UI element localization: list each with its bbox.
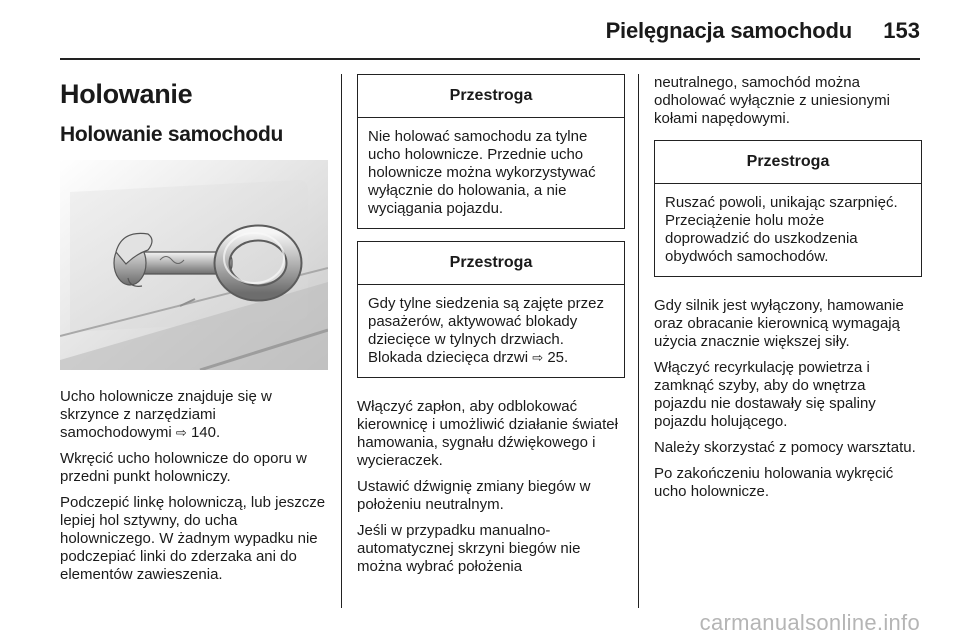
- watermark: carmanualsonline.info: [699, 610, 920, 635]
- running-header-title: Pielęgnacja samochodu: [605, 18, 852, 43]
- paragraph: Podczepić linkę holowniczą, lub jeszcze lepiej hol sztywny, do ucha holowniczego. W żadnym wypadku nie podczepiać linki do zderzaka ani do elementów zawieszenia.: [60, 494, 326, 583]
- caution-text: Ruszać powoli, unikając szarpnięć. Przeciążenie holu może doprowadzić do uszkodzenia obydwóch samochodów.: [665, 194, 898, 265]
- paragraph: Włączyć recyrkulację powietrza i zamknąć szyby, aby do wnętrza pojazdu nie dostawały się spaliny pojazdu holującego.: [654, 359, 876, 430]
- paragraph: Jeśli w przypadku manualno-automatycznej skrzyni biegów nie można wybrać położenia: [357, 522, 581, 575]
- paragraph: Wkręcić ucho holownicze do oporu w przedni punkt holowniczy.: [60, 450, 307, 485]
- caution-box: [654, 140, 922, 277]
- section-heading: Holowanie: [60, 79, 193, 109]
- paragraph: Po zakończeniu holowania wykręcić ucho holownicze.: [654, 465, 894, 500]
- paragraph: Należy skorzystać z pomocy warsztatu.: [654, 439, 916, 456]
- subsection-heading: Holowanie samochodu: [60, 123, 283, 146]
- towing-eye-photo: [60, 160, 328, 370]
- column-3: [654, 74, 922, 509]
- caution-text: Gdy tylne siedzenia są zajęte przez pasażerów, aktywować blokady dziecięce w tylnych drzwiach. Blokada dziecięca drzwi ⇨ 25.: [368, 295, 604, 366]
- paragraph: Włączyć zapłon, aby odblokować kierownicę i umożliwić działanie świateł hamowania, sygnału dźwiękowego i wycieraczek.: [357, 398, 618, 469]
- paragraph: neutralnego, samochód można odholować wyłącznie z uniesionymi kołami napędowymi.: [654, 74, 890, 127]
- caution-title: Przestroga: [358, 242, 624, 285]
- caution-title: Przestroga: [358, 75, 624, 118]
- page-ref-icon: ⇨: [175, 425, 187, 440]
- caution-title: Przestroga: [655, 141, 921, 184]
- paragraph: Gdy silnik jest wyłączony, hamowanie oraz obracanie kierownicą wymagają użycia znacznie większej siły.: [654, 297, 904, 350]
- page-number: 153: [883, 18, 920, 43]
- paragraph: Ustawić dźwignię zmiany biegów w położeniu neutralnym.: [357, 478, 591, 513]
- column-divider: [341, 74, 342, 608]
- page-ref-icon: ⇨: [532, 350, 544, 365]
- page-header: [0, 0, 960, 60]
- column-2: [357, 74, 625, 584]
- column-1: [60, 74, 328, 592]
- caution-box: [357, 74, 625, 229]
- caution-box: [357, 241, 625, 378]
- paragraph: Ucho holownicze znajduje się w skrzynce z narzędziami samochodowymi ⇨ 140.: [60, 388, 272, 441]
- column-divider: [638, 74, 639, 608]
- header-rule: [60, 58, 920, 60]
- caution-text: Nie holować samochodu za tylne ucho holownicze. Przednie ucho holownicze można wykorzystywać wyłącznie do holowania, a nie wyciągania pojazdu.: [368, 128, 596, 217]
